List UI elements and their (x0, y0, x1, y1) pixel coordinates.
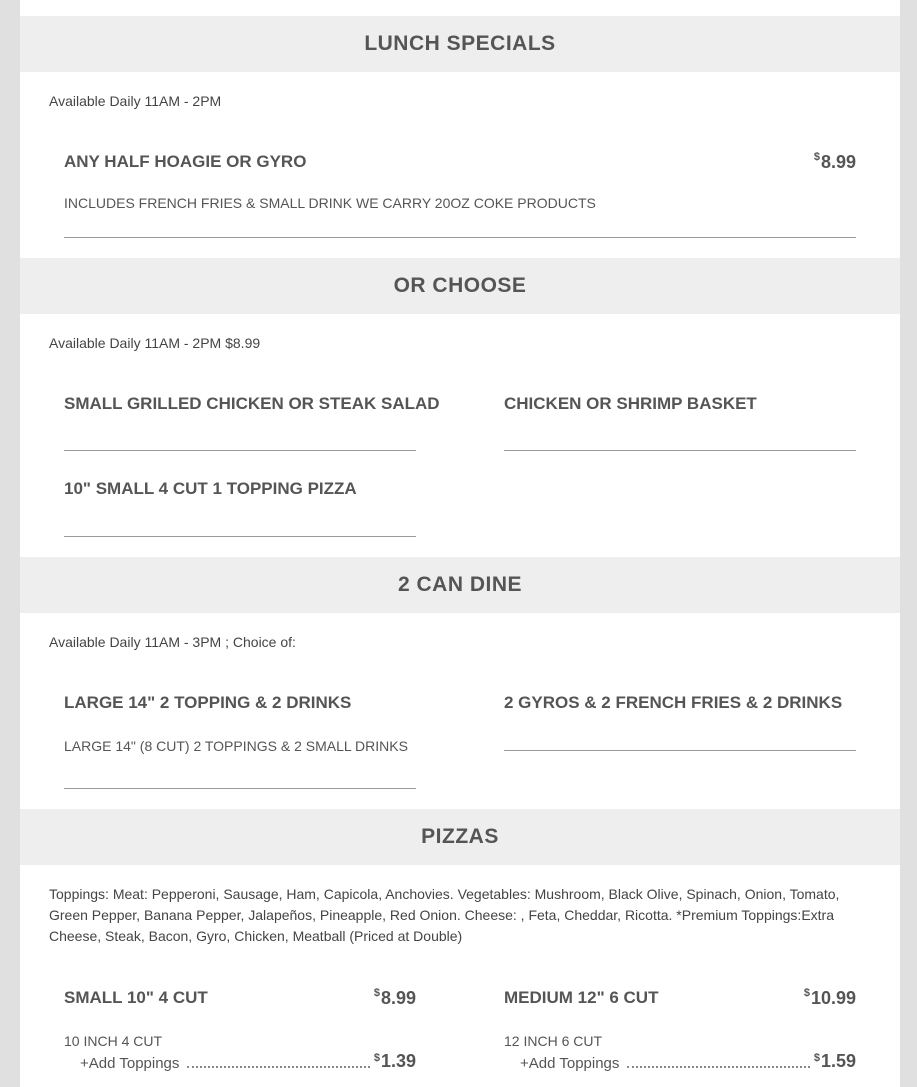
item-name: ANY HALF HOAGIE OR GYRO (64, 152, 307, 171)
add-toppings-label: +Add Toppings (520, 1055, 620, 1072)
section-description: Available Daily 11AM - 2PM (49, 93, 222, 109)
menu-item-small-pizza[interactable] (64, 988, 416, 1087)
section-header-2-can-dine (20, 557, 900, 613)
item-description: 12 INCH 6 CUT (504, 1033, 603, 1049)
menu-item-chicken-or-shrimp-basket[interactable] (504, 394, 856, 451)
add-toppings-option[interactable] (520, 1051, 856, 1072)
menu-item-2-gyros-fries-drinks[interactable] (504, 693, 856, 751)
leader-dots (627, 1066, 809, 1068)
item-description: INCLUDES FRENCH FRIES & SMALL DRINK WE CARRY 20OZ COKE PRODUCTS (64, 195, 596, 211)
item-name: MEDIUM 12" 6 CUT (504, 988, 659, 1007)
section-description: Available Daily 11AM - 3PM ; Choice of: (49, 634, 296, 650)
item-name: 10" SMALL 4 CUT 1 TOPPING PIZZA (64, 479, 357, 498)
menu-item-small-pizza-1-topping[interactable] (64, 479, 416, 537)
item-name: SMALL 10" 4 CUT (64, 988, 208, 1007)
leader-dots (187, 1066, 369, 1068)
section-title: LUNCH SPECIALS (364, 32, 556, 55)
menu-item-large-2-topping-2-drinks[interactable] (64, 693, 416, 789)
add-toppings-price: $1.59 (813, 1051, 856, 1071)
menu-item-grilled-chicken-or-steak-salad[interactable] (64, 394, 440, 451)
add-toppings-price: $1.39 (373, 1051, 416, 1071)
item-price: $8.99 (813, 151, 856, 172)
add-toppings-option[interactable] (80, 1051, 416, 1072)
item-name: 2 GYROS & 2 FRENCH FRIES & 2 DRINKS (504, 693, 843, 712)
section-title: 2 CAN DINE (397, 573, 523, 596)
item-price: $10.99 (803, 987, 856, 1008)
section-title: PIZZAS (421, 825, 499, 848)
add-toppings-label: +Add Toppings (80, 1055, 180, 1072)
menu-item-medium-pizza[interactable] (504, 988, 856, 1087)
section-title: OR CHOOSE (393, 274, 527, 297)
section-header-or-choose (20, 258, 900, 314)
section-header-pizzas (20, 809, 900, 865)
item-name: LARGE 14" 2 TOPPING & 2 DRINKS (64, 693, 352, 712)
item-description: 10 INCH 4 CUT (64, 1033, 163, 1049)
item-price: $8.99 (373, 987, 416, 1008)
section-header-lunch-specials (20, 16, 900, 72)
toppings-description: Toppings: Meat: Pepperoni, Sausage, Ham, Capicola, Anchovies. Vegetables: Mushroom, Black Olive, Spinach, Onion, Tomato, Green Pepper, Banana Pepper, Jalapeños, Pineapple, Red Onion. Cheese: , Feta, Cheddar, Ricotta. *Premium Toppings:Extra Cheese, Steak, Bacon, Gyro, Chicken, Meatball (Priced at Double) (49, 886, 840, 944)
menu-item-half-hoagie-or-gyro[interactable] (64, 152, 856, 238)
section-description: Available Daily 11AM - 2PM $8.99 (49, 335, 261, 351)
item-description: LARGE 14" (8 CUT) 2 TOPPINGS & 2 SMALL DRINKS (64, 738, 408, 754)
menu-panel (20, 0, 900, 1087)
item-name: SMALL GRILLED CHICKEN OR STEAK SALAD (64, 394, 440, 413)
item-name: CHICKEN OR SHRIMP BASKET (504, 394, 757, 413)
